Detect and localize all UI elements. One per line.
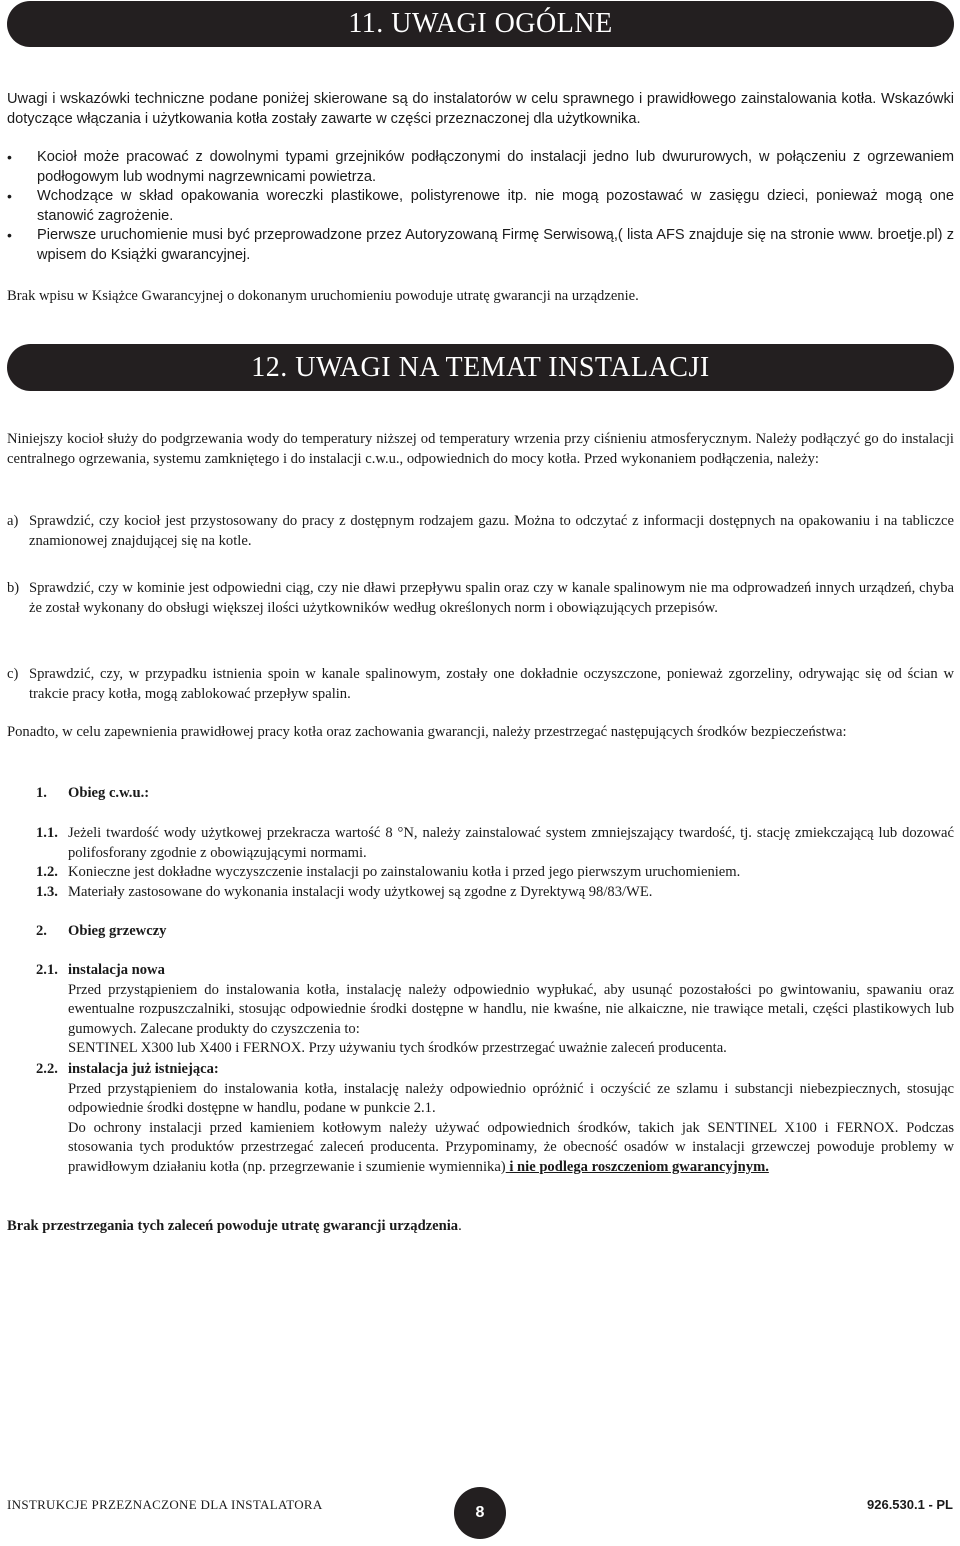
item-1-3-number: 1.3. xyxy=(36,884,58,900)
item-1-2 xyxy=(36,863,954,883)
section-11-intro: Uwagi i wskazówki techniczne podane poniżej skierowane są do instalatorów w celu sprawnego i prawidłowego zainstalowania kotła. Wskazówki dotyczące włączania i użytkowania kotła zostały zawarte w części przeznaczonej dla użytkownika. xyxy=(7,91,954,127)
item-a-text: Sprawdzić, czy kocioł jest przystosowany do pracy z dostępnym rodzajem gazu. Można to odczytać z informacji dostępnych na opakowaniu i na tabliczce znamionowej znajdującej się na kotle. xyxy=(29,513,954,549)
section-11-bullets xyxy=(7,148,954,265)
item-1-2-text: Konieczne jest dokładne wyczyszczenie instalacji po zainstalowaniu kotła i przed jego pierwszym uruchomieniem. xyxy=(68,864,741,880)
bullet-item: • Pierwsze uruchomienie musi być przeprowadzone przez Autoryzowaną Firmę Serwisową,( lista AFS znajduje się na stronie www. broetje.pl) z wpisem do Książki gwarancyjnej. xyxy=(7,226,954,265)
item-b xyxy=(7,579,954,618)
item-2-2-text-2: Do ochrony instalacji przed kamieniem kotłowym należy używać odpowiednich środków, takich jak SENTINEL X100 i FERNOX. Podczas stosowania tych produktów przestrzegać zaleceń producenta. Przypominamy, że obecność osadów w instalacji grzewczej powoduje problemy w prawidłowym działaniu kotła (np. przegrzewanie i szumienie wymiennika) xyxy=(68,1119,954,1175)
item-2-1-text: Przed przystąpieniem do instalowania kotła, instalację należy odpowiednio wypłukać, aby usunąć pozostałości po gwintowaniu, spawaniu oraz ewentualne rozpuszczalniki, stosując odpowiednie środki dostępne w handlu, nie kwaśne, nie alkaiczne, nie trawiące metali, części plastikowych lub gumowych. Zalecane produkty do czyszczenia to: xyxy=(68,981,954,1037)
item-2-1-body xyxy=(68,961,954,1059)
heading-1-title: Obieg c.w.u.: xyxy=(68,785,150,801)
item-2-1-title: instalacja nowa xyxy=(68,962,165,978)
item-b-label: b) xyxy=(7,580,20,596)
section-11-title: 11. UWAGI OGÓLNE xyxy=(7,1,954,47)
bullet-item: • Wchodzące w skład opakowania woreczki plastikowe, polistyrenowe itp. nie mogą pozostawać w zasięgu dzieci, ponieważ mogą one stanowić zagrożenie. xyxy=(7,187,954,226)
item-1-1-text: Jeżeli twardość wody użytkowej przekracza wartość 8 °N, należy zainstalować system zmniejszający twardość, tj. stację zmiekczającą lub dozować polifosforany zgodnie z obowiązującymi normami. xyxy=(68,825,954,861)
heading-1 xyxy=(36,784,954,804)
item-c-label: c) xyxy=(7,666,19,682)
item-1-3 xyxy=(36,883,954,903)
item-2-2-underlined: i nie podlega roszczeniom gwarancyjnym. xyxy=(505,1158,769,1175)
safety-intro: Ponadto, w celu zapewnienia prawidłowej pracy kotła oraz zachowania gwarancji, należy przestrzegać następujących środków bezpieczeństwa: xyxy=(7,724,847,740)
item-a xyxy=(7,512,954,551)
final-warning-bold: Brak przestrzegania tych zaleceń powoduje utratę gwarancji urządzenia xyxy=(7,1218,459,1234)
item-1-1-number: 1.1. xyxy=(36,825,58,841)
section-12-intro: Niniejszy kocioł służy do podgrzewania wody do temperatury niższej od temperatury wrzenia przy ciśnieniu atmosferycznym. Należy podłączyć go do instalacji centralnego ogrzewania, systemu zamkniętego i do instalacji c.w.u., odpowiednich do mocy kotła. Przed wykonaniem podłączenia, należy: xyxy=(7,431,954,467)
final-warning xyxy=(7,1217,954,1237)
item-1-1 xyxy=(36,824,954,863)
document-code: 926.530.1 - PL xyxy=(867,1497,953,1512)
item-b-text: Sprawdzić, czy w kominie jest odpowiedni ciąg, czy nie dławi przepływu spalin oraz czy w kanale spalinowym nie ma odprowadzeń innych urządzeń, chyba że został wykonany do obsługi większej ilości użytkowników według określonych norm i obowiązujących przepisów. xyxy=(29,580,954,616)
heading-2 xyxy=(36,922,954,942)
item-1-2-number: 1.2. xyxy=(36,864,58,880)
final-warning-dot: . xyxy=(458,1218,462,1234)
page-number: 8 xyxy=(454,1487,506,1539)
heading-1-number: 1. xyxy=(36,785,47,801)
item-c-text: Sprawdzić, czy, w przypadku istnienia spoin w kanale spalinowym, zostały one dokładnie oczyszczone, ponieważ zgorzeliny, odrywając się od ścian w trakcie pracy kotła, mogą zablokować przepływ spalin. xyxy=(29,666,954,702)
section-11-warning: Brak wpisu w Książce Gwarancyjnej o dokonanym uruchomieniu powoduje utratę gwarancji na urządzenie. xyxy=(7,288,639,304)
item-a-label: a) xyxy=(7,513,19,529)
section-12-title: 12. UWAGI NA TEMAT INSTALACJI xyxy=(7,344,954,391)
item-2-1-number: 2.1. xyxy=(36,962,58,978)
item-c xyxy=(7,665,954,704)
heading-2-title: Obieg grzewczy xyxy=(68,923,167,939)
item-2-2-title: instalacja już istniejąca: xyxy=(68,1061,219,1077)
heading-2-number: 2. xyxy=(36,923,47,939)
footer-title: INSTRUKCJE PRZEZNACZONE DLA INSTALATORA xyxy=(7,1497,323,1512)
item-2-1-text-2: SENTINEL X300 lub X400 i FERNOX. Przy używaniu tych środków przestrzegać uważnie zaleceń producenta. xyxy=(68,1040,727,1056)
bullet-item: • Kocioł może pracować z dowolnymi typami grzejników podłączonymi do instalacji jedno lub dwururowych, w połączeniu z ogrzewaniem podłogowym lub wodnymi nagrzewnicami powietrza. xyxy=(7,148,954,187)
item-2-2 xyxy=(36,1060,954,1177)
item-2-2-number: 2.2. xyxy=(36,1061,58,1077)
item-2-2-text-2-wrap xyxy=(68,1119,954,1178)
item-2-1 xyxy=(36,961,954,1059)
item-2-2-body xyxy=(68,1060,954,1177)
item-2-2-text: Przed przystąpieniem do instalowania kotła, instalację należy odpowiednio opróżnić i oczyścić ze szlamu i substancji niebezpiecznych, stosując odpowiednie środki dostępne w handlu, podane w punkcie 2.1. xyxy=(68,1080,954,1116)
item-1-3-text: Materiały zastosowane do wykonania instalacji wody użytkowej są zgodne z Dyrektywą 98/83/WE. xyxy=(68,884,653,900)
